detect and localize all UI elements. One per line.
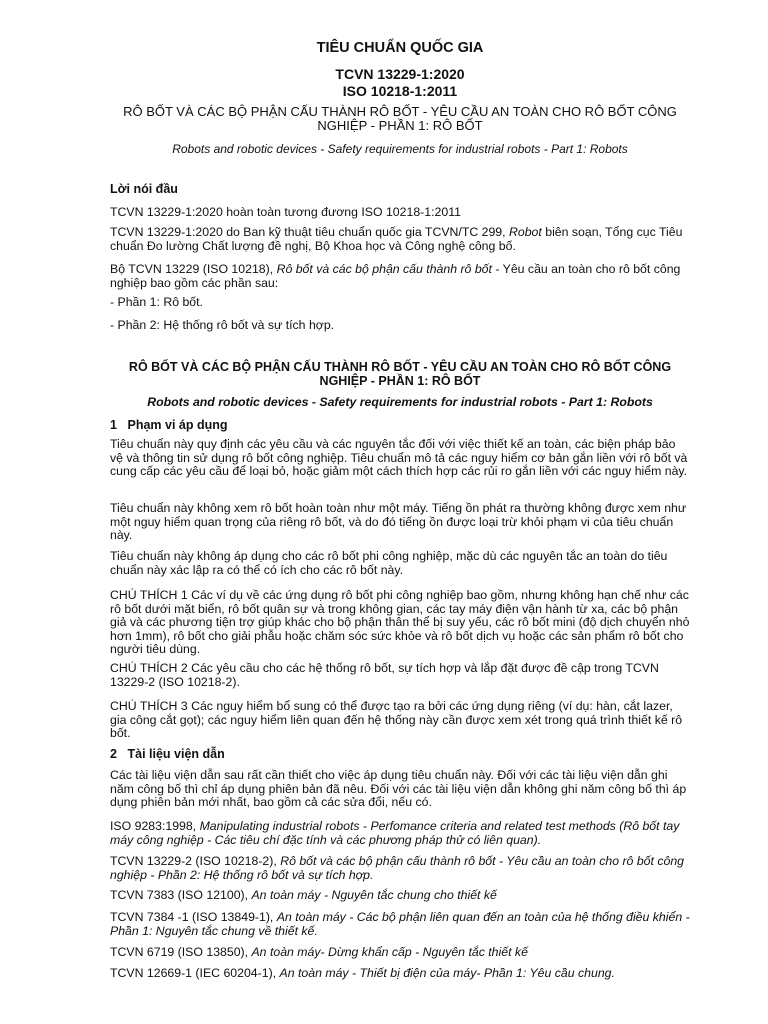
scope-note-2: CHÚ THÍCH 2 Các yêu cầu cho các hệ thống rô bốt, sự tích hợp và lắp đặt được đề cập trong TCVN 13229-2 (ISO 10218-2). [110,661,659,689]
text-run: - Yêu cầu an toàn cho rô bốt công nghiệp bao gồm các phần sau: [110,262,681,290]
text-run-italic: Rô bốt và các bộ phận cấu thành rô bốt [276,262,492,276]
section-number: 1 [110,418,117,432]
text-run-italic: Robot [508,225,542,239]
document-title-vi: RÔ BỐT VÀ CÁC BỘ PHẬN CẤU THÀNH RÔ BỐT - YÊU CẦU AN TOÀN CHO RÔ BỐT CÔNG NGHIỆP - PHẦN 1: RÔ BỐT [123,104,677,133]
main-title-vi: RÔ BỐT VÀ CÁC BỘ PHẬN CẤU THÀNH RÔ BỐT - YÊU CẦU AN TOÀN CHO RÔ BỐT CÔNG NGHIỆP - PHẦN 1: RÔ BỐT [128,360,672,388]
reference-tcvn-7383 [110,889,690,903]
scope-note-3: CHÚ THÍCH 3 Các nguy hiểm bổ sung có thể được tạo ra bởi các ứng dụng riêng (ví dụ: hàn, cắt lazer, gia công cắt gọt); các nguy hiểm liên quan đến hệ thống này cần được xem xét trong quá trình thiết kế rô bốt. [110,699,683,741]
reference-code: TCVN 7384 -1 (ISO 13849-1), [110,910,277,924]
section-number: 2 [110,747,117,761]
foreword-paragraph-2 [110,226,690,253]
scope-paragraph-3: Tiêu chuẩn này không áp dụng cho các rô bốt phi công nghiệp, mặc dù các nguyên tắc an toàn do tiêu chuẩn này xác lập ra có thể có ích cho các rô bốt này. [110,549,668,577]
reference-title: Rô bốt và các bộ phận cấu thành rô bốt - Yêu cầu an toàn cho rô bốt công nghiệp - Phần 2: Hệ thống rô bốt và sự tích hợp. [110,854,684,882]
foreword-paragraph-3 [110,263,690,290]
main-title-en: Robots and robotic devices - Safety requirements for industrial robots - Part 1: Robots [147,395,653,409]
reference-code: TCVN 7383 (ISO 12100), [110,888,252,902]
reference-code: TCVN 13229-2 (ISO 10218-2), [110,854,281,868]
section-1-heading [110,418,690,432]
reference-code: ISO 9283:1998, [110,819,200,833]
reference-code: TCVN 6719 (ISO 13850), [110,945,252,959]
reference-title: An toàn máy - Nguyên tắc chung cho thiết kế [251,888,497,902]
section-title: Phạm vi áp dụng [127,418,228,432]
iso-code: ISO 10218-1:2011 [342,83,458,99]
reference-title: Manipulating industrial robots - Perfomance criteria and related test methods (Rô bốt tay máy công nghiệp - Các tiêu chí đặc tính và các phương pháp thử có liên quan). [110,819,680,847]
reference-tcvn-12669-1 [110,967,690,981]
reference-title: An toàn máy - Thiết bị điện của máy- Phần 1: Yêu cầu chung. [279,966,615,980]
section-title: Tài liệu viện dẫn [127,747,225,761]
reference-tcvn-13229-2 [110,855,690,882]
reference-tcvn-7384-1 [110,911,690,938]
foreword-part-2: - Phần 2: Hệ thống rô bốt và sự tích hợp. [110,318,335,332]
document-title-en: Robots and robotic devices - Safety requirements for industrial robots - Part 1: Robots [172,142,628,156]
text-run: TCVN 13229-1:2020 do Ban kỹ thuật tiêu chuẩn quốc gia TCVN/TC 299, [110,225,509,239]
reference-title: An toàn máy- Dừng khẩn cấp - Nguyên tắc thiết kế [251,945,528,959]
scope-paragraph-1: Tiêu chuẩn này quy định các yêu cầu và các nguyên tắc đối với việc thiết kế an toàn, các biện pháp bảo vệ và thông tin sử dụng rô bốt công nghiệp. Tiêu chuẩn mô tả các nguy hiểm cơ bản gắn liền với rô bốt và cung cấp các yêu cầu để loại bỏ, hoặc giảm một cách thích hợp các rủi ro gắn liền với các nguy hiểm này. [110,437,688,479]
text-run: biên soạn, Tổng cục Tiêu chuẩn Đo lường Chất lượng đề nghị, Bộ Khoa học và Công nghệ công bố. [110,225,683,253]
reference-tcvn-6719 [110,946,690,960]
scope-note-1: CHÚ THÍCH 1 Các ví dụ về các ứng dụng rô bốt phi công nghiệp bao gồm, nhưng không hạn chế như các rô bốt dưới mặt biển, rô bốt quân sự và trong không gian, các tay máy điện vận hành từ xa, các bộ phận giả và các phương tiện trợ giúp khác cho bộ phận thân thể bị suy yếu, các rô bốt mini (độ dịch chuyển nhỏ hơn 1mm), rô bốt cho giải phẫu hoặc chăm sóc sức khỏe và rô bốt dịch vụ hoặc các sản phẩm rô bốt cho người tiêu dùng. [110,588,690,657]
reference-title: An toàn máy - Các bộ phận liên quan đến an toàn của hệ thống điều khiển - Phần 1: Nguyên tắc chung về thiết kế. [110,910,690,938]
foreword-paragraph-1: TCVN 13229-1:2020 hoàn toàn tương đương ISO 10218-1:2011 [110,205,461,219]
refs-intro: Các tài liệu viện dẫn sau rất cần thiết cho việc áp dụng tiêu chuẩn này. Đối với các tài liệu viện dẫn ghi năm công bố thì chỉ áp dụng phiên bản đã nêu. Đối với các tài liệu viện dẫn không ghi năm công bố thì áp dụng phiên bản mới nhất, bao gồm cả các sửa đổi, nếu có. [110,768,687,810]
foreword-part-1: - Phần 1: Rô bốt. [110,295,203,309]
reference-code: TCVN 12669-1 (IEC 60204-1), [110,966,280,980]
scope-paragraph-2: Tiêu chuẩn này không xem rô bốt hoàn toàn như một máy. Tiếng ồn phát ra thường không được xem như một nguy hiểm quan trọng của riêng rô bốt, và do đó tiếng ồn được loại trừ khỏi phạm vi của tiêu chuẩn này. [110,501,687,543]
tcvn-code: TCVN 13229-1:2020 [335,66,465,82]
reference-iso-9283 [110,820,690,847]
text-run: Bộ TCVN 13229 (ISO 10218), [110,262,277,276]
national-standard-heading: TIÊU CHUẨN QUỐC GIA [316,40,484,56]
section-2-heading [110,747,690,761]
foreword-heading: Lời nói đầu [110,182,178,196]
